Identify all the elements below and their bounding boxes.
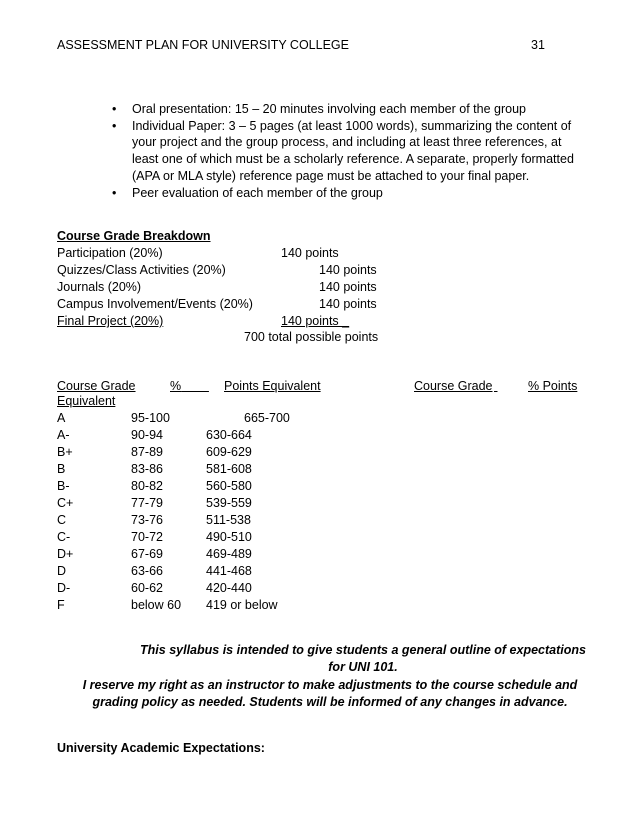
table-cell-grade: D <box>57 564 67 578</box>
breakdown-heading: Course Grade Breakdown <box>57 229 211 243</box>
table-cell-grade: D- <box>57 581 71 595</box>
breakdown-points: 140 points _ <box>281 314 350 328</box>
breakdown-points: 140 points <box>319 263 377 277</box>
breakdown-label: Campus Involvement/Events (20%) <box>57 297 253 311</box>
table-cell-points: 441-468 <box>206 564 252 578</box>
table-cell-percent: 70-72 <box>131 530 163 544</box>
table-cell-grade: B- <box>57 479 70 493</box>
table-cell-percent: 80-82 <box>131 479 163 493</box>
bullet-icon: • <box>112 185 117 200</box>
bullet-icon: • <box>112 118 117 133</box>
table-header-percent-points: % Points <box>528 379 578 393</box>
header-underline-gap <box>122 378 170 395</box>
table-header-grade: Course Grade <box>57 379 136 393</box>
table-header-grade-2: Course Grade <box>414 379 493 393</box>
table-cell-grade: A <box>57 411 66 425</box>
breakdown-label: Quizzes/Class Activities (20%) <box>57 263 226 277</box>
page-number: 31 <box>531 38 545 52</box>
table-cell-grade: C <box>57 513 67 527</box>
table-cell-percent: below 60 <box>131 598 182 612</box>
breakdown-points: 140 points <box>319 280 377 294</box>
table-cell-percent: 73-76 <box>131 513 163 527</box>
notice-line: for UNI 101. <box>328 660 398 674</box>
table-cell-points: 665-700 <box>244 411 290 425</box>
table-cell-percent: 77-79 <box>131 496 163 510</box>
list-item-text: Individual Paper: 3 – 5 pages (at least 1000 words), summarizing the content of your project and the group process, and including at least three references, at least one of which must be a scholarly reference. A separate, properly formatted (APA or MLA style) reference page must be attached to your final paper. <box>132 118 574 183</box>
page-header-title: ASSESSMENT PLAN FOR UNIVERSITY COLLEGE <box>57 38 349 52</box>
bullet-icon: • <box>112 102 117 116</box>
table-cell-percent: 67-69 <box>131 547 163 561</box>
breakdown-label: Final Project (20%) <box>57 314 164 328</box>
expectations-heading: University Academic Expectations: <box>57 741 265 755</box>
table-cell-points: 581-608 <box>206 462 252 476</box>
table-cell-points: 609-629 <box>206 445 252 459</box>
list-item <box>112 101 582 118</box>
breakdown-label: Participation (20%) <box>57 246 163 260</box>
table-cell-points: 420-440 <box>206 581 252 595</box>
breakdown-points: 140 points <box>281 246 339 260</box>
table-header-equivalent: Equivalent <box>57 394 116 408</box>
table-cell-grade: A- <box>57 428 70 442</box>
breakdown-total: 700 total possible points <box>244 330 379 344</box>
table-cell-grade: B+ <box>57 445 73 459</box>
table-cell-percent: 60-62 <box>131 581 163 595</box>
table-cell-percent: 63-66 <box>131 564 163 578</box>
table-cell-points: 560-580 <box>206 479 252 493</box>
notice-line: I reserve my right as an instructor to make adjustments to the course schedule and <box>82 678 578 692</box>
table-cell-grade: C- <box>57 530 71 544</box>
table-cell-grade: C+ <box>57 496 74 510</box>
table-cell-points: 511-538 <box>206 513 251 527</box>
table-cell-percent: 83-86 <box>131 462 163 476</box>
list-item-text: Oral presentation: 15 – 20 minutes involving each member of the group <box>132 102 526 116</box>
table-header-points: Points Equivalent <box>224 379 321 393</box>
table-header-percent: % <box>170 379 182 393</box>
breakdown-label: Journals (20%) <box>57 280 142 294</box>
table-cell-points: 419 or below <box>206 598 278 612</box>
notice-line: grading policy as needed. Students will be informed of any changes in advance. <box>92 695 568 709</box>
list-item-text: Peer evaluation of each member of the group <box>132 185 383 200</box>
table-cell-grade: B <box>57 462 66 476</box>
table-cell-points: 539-559 <box>206 496 252 510</box>
table-cell-grade: D+ <box>57 547 74 561</box>
breakdown-points: 140 points <box>319 297 377 311</box>
requirements-list <box>112 101 582 201</box>
notice-line: This syllabus is intended to give students a general outline of expectations <box>140 643 586 657</box>
header-underline-gap <box>494 378 528 395</box>
table-cell-percent: 95-100 <box>131 411 170 425</box>
list-item <box>112 118 582 185</box>
table-cell-percent: 90-94 <box>131 428 163 442</box>
table-cell-percent: 87-89 <box>131 445 163 459</box>
list-item <box>112 185 582 202</box>
table-cell-points: 630-664 <box>206 428 252 442</box>
table-cell-grade: F <box>57 598 65 612</box>
table-cell-points: 490-510 <box>206 530 252 544</box>
table-cell-points: 469-489 <box>206 547 252 561</box>
